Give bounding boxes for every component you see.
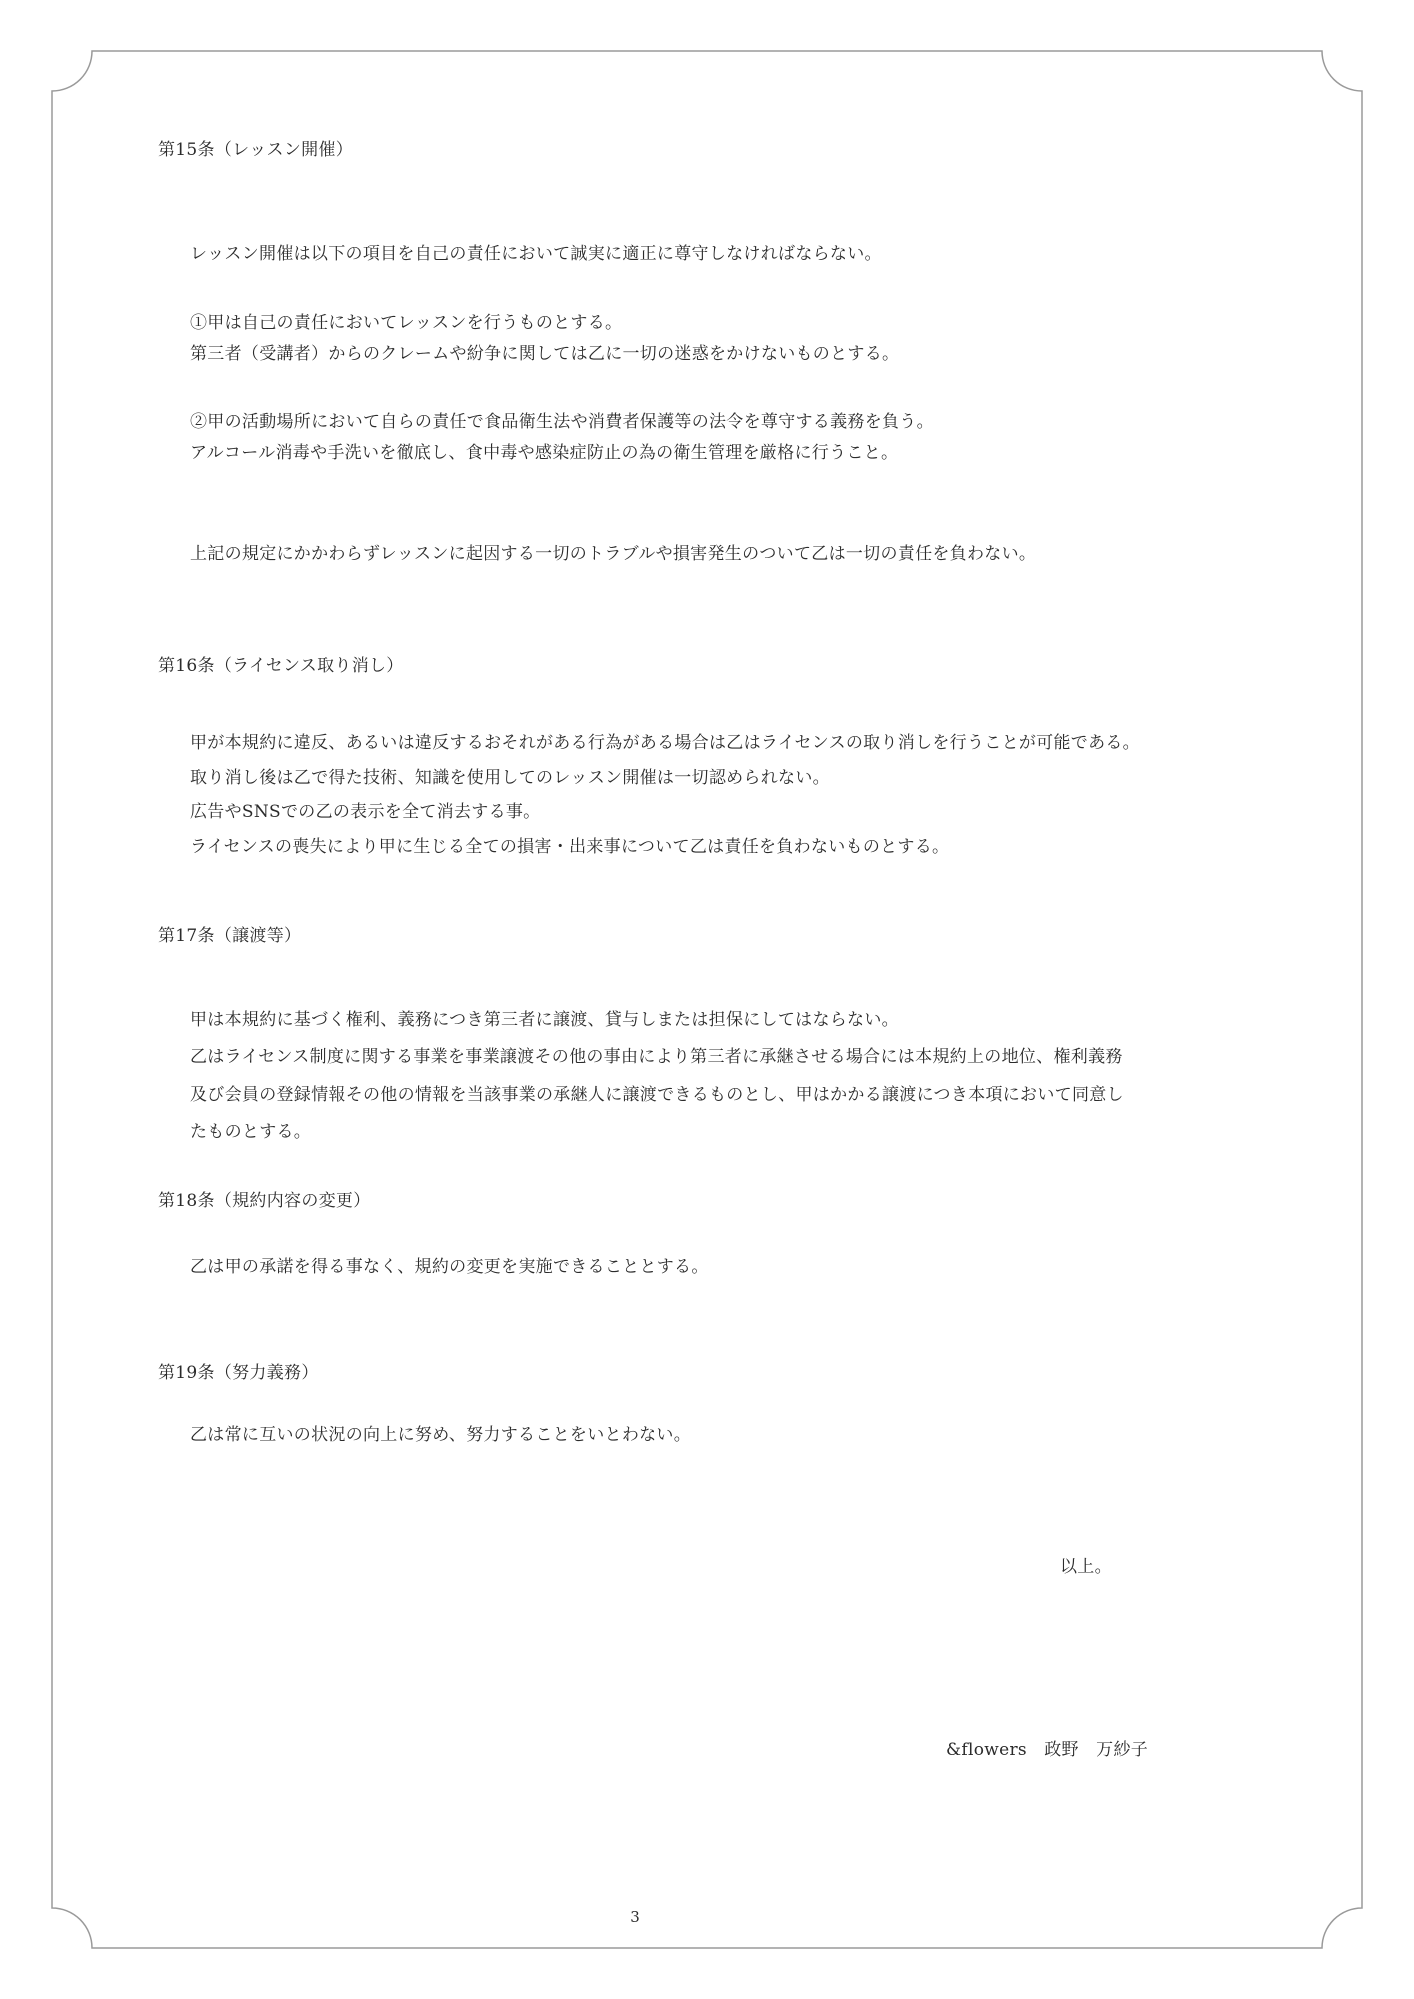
article-18-paragraph: 乙は甲の承諾を得る事なく、規約の変更を実施できることとする。: [190, 1257, 709, 1277]
article-15-paragraph: 第三者（受講者）からのクレームや紛争に関しては乙に一切の迷惑をかけないものとする。: [190, 344, 900, 364]
article-16-paragraph: 広告やSNSでの乙の表示を全て消去する事。: [190, 802, 541, 822]
article-15-paragraph: アルコール消毒や手洗いを徹底し、食中毒や感染症防止の為の衛生管理を厳格に行うこと。: [190, 443, 899, 463]
article-15-paragraph: 上記の規定にかかわらずレッスンに起因する一切のトラブルや損害発生のついて乙は一切の責任を負わない。: [190, 544, 1037, 564]
article-17-paragraph: たものとする。: [190, 1122, 312, 1142]
article-17-paragraph: 及び会員の登録情報その他の情報を当該事業の承継人に譲渡できるものとし、甲はかかる譲渡につき本項において同意し: [190, 1085, 1124, 1105]
article-16-heading: 第16条（ライセンス取り消し）: [158, 656, 404, 676]
article-15-paragraph: ②甲の活動場所において自らの責任で食品衛生法や消費者保護等の法令を尊守する義務を負う。: [190, 412, 934, 432]
article-15-paragraph: レッスン開催は以下の項目を自己の責任において誠実に適正に尊守しなければならない。: [190, 244, 882, 264]
article-16-paragraph: 取り消し後は乙で得た技術、知識を使用してのレッスン開催は一切認められない。: [190, 768, 830, 788]
article-17-paragraph: 乙はライセンス制度に関する事業を事業譲渡その他の事由により第三者に承継させる場合には本規約上の地位、権利義務: [190, 1047, 1123, 1067]
article-15-heading: 第15条（レッスン開催）: [158, 140, 354, 160]
signature: &flowers 政野 万紗子: [946, 1740, 1149, 1760]
article-18-heading: 第18条（規約内容の変更）: [158, 1191, 371, 1211]
article-17-heading: 第17条（譲渡等）: [158, 926, 302, 946]
closing-text: 以上。: [1060, 1557, 1112, 1577]
article-17-paragraph: 甲は本規約に基づく権利、義務につき第三者に譲渡、貸与しまたは担保にしてはならない。: [190, 1010, 899, 1030]
article-19-paragraph: 乙は常に互いの状況の向上に努め、努力することをいとわない。: [190, 1425, 692, 1445]
page-number: 3: [630, 1908, 640, 1926]
article-16-paragraph: 甲が本規約に違反、あるいは違反するおそれがある行為がある場合は乙はライセンスの取り消しを行うことが可能である。: [190, 733, 1140, 753]
article-16-paragraph: ライセンスの喪失により甲に生じる全ての損害・出来事について乙は責任を負わないものとする。: [190, 837, 950, 857]
article-19-heading: 第19条（努力義務）: [158, 1363, 319, 1383]
article-15-paragraph: ①甲は自己の責任においてレッスンを行うものとする。: [190, 313, 623, 333]
